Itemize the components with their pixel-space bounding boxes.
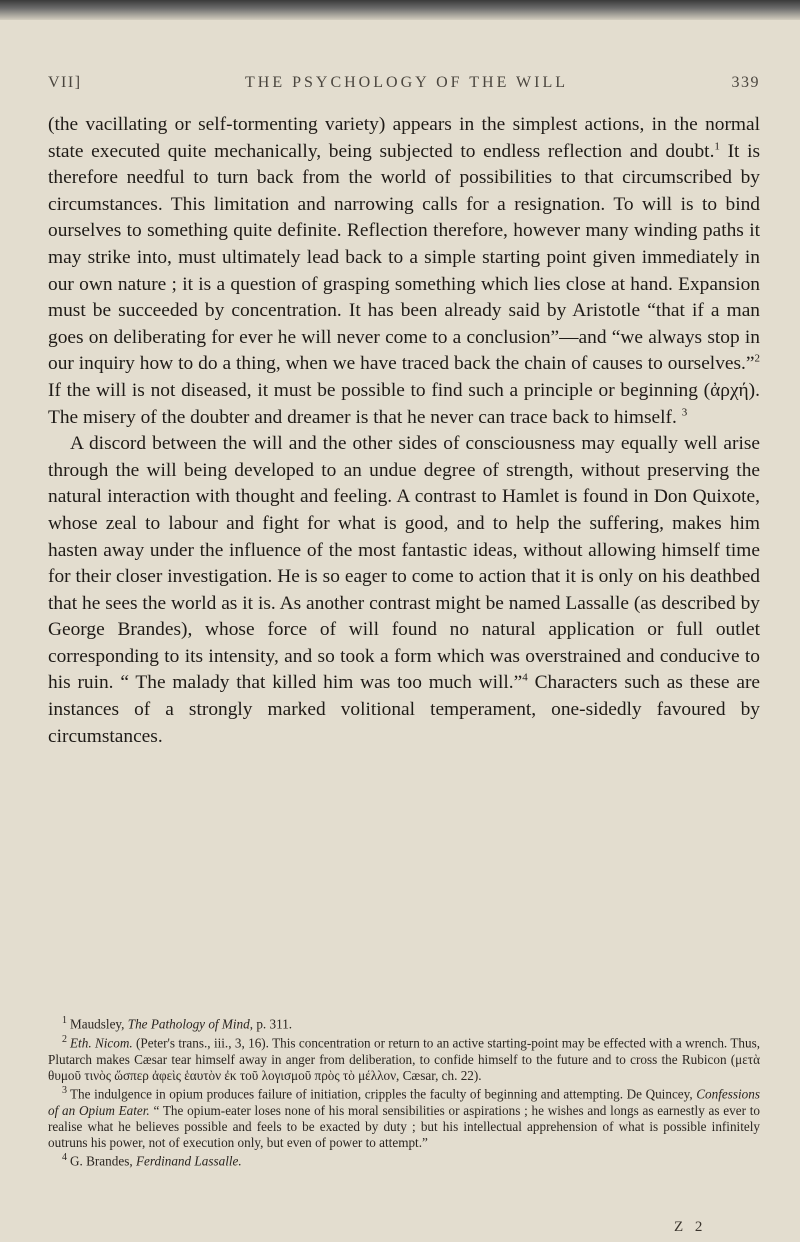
footnote-ref: 1: [714, 140, 720, 153]
paragraph-text: Characters such as these are instances of a strongly marked volitional temperament, one-sidedly favoured by circumstances.: [48, 672, 761, 747]
footnote-number: 2: [62, 1034, 67, 1046]
footnote-title: Confessions of an Opium Eater.: [48, 1086, 760, 1118]
footnote-text: The indulgence in opium produces failure of initiation, cripples the faculty of beginning and attempting. De Quincey,: [70, 1086, 697, 1102]
signature-mark: Z 2: [674, 1219, 707, 1235]
paragraph: [48, 431, 760, 750]
footnote: [48, 1150, 760, 1169]
paragraph-text: If the will is not diseased, it must be possible to find such a principle or beginning (ἀρχή). The misery of the doubter and dreamer is that he never can trace back to himself.: [48, 379, 760, 428]
running-title: THE PSYCHOLOGY OF THE WILL: [245, 74, 569, 91]
footnote-number: 3: [62, 1085, 67, 1097]
footnote-title: The Pathology of Mind: [127, 1016, 250, 1032]
footnote: [48, 1032, 760, 1083]
footnote-text: (Peter's trans., iii., 3, 16). This concentration or return to an active starting-point may be effected with a wrench. Thus, Plutarch makes Cæsar tear himself away in anger from deliberation, to confide himself to the future and to cross the Rubicon (μετὰ θυμοῦ τινὸς ὥσπερ ἀφεὶς ἑαυτὸν ἐκ τοῦ λογισμοῦ πρὸς τὸ μέλλον, Cæsar, ch. 22).: [48, 1035, 761, 1083]
running-header: [48, 74, 760, 92]
paragraph-text: (the vacillating or self-tormenting variety) appears in the simplest actions, in the normal state executed quite mechanically, being subjected to endless reflection and doubt.: [48, 114, 760, 162]
footnote-ref: 2: [754, 352, 760, 365]
paragraph: [48, 112, 760, 431]
footnote-number: 1: [62, 1015, 67, 1026]
footnote-title: Ferdinand Lassalle.: [135, 1153, 242, 1169]
footnote-text: , p. 311.: [249, 1016, 293, 1032]
page-number: 339: [731, 74, 760, 91]
footnote-text: “ The opium-eater loses none of his moral sensibilities or aspirations ; he wishes and longs as earnestly as ever to realise what he believes possible and feels to be exacted by duty ; but his intellectual apprehension of what is possible infinitely outruns his power, not of execution only, but even of power to attempt.”: [48, 1102, 760, 1150]
footnotes: [48, 1013, 760, 1170]
footnote: [48, 1083, 760, 1150]
footnote-title: Eth. Nicom.: [70, 1035, 133, 1051]
footnote-text: G. Brandes,: [70, 1153, 136, 1169]
footnote-ref: 4: [522, 672, 528, 684]
footnote-text: Maudsley,: [70, 1016, 128, 1032]
footnote-number: 4: [62, 1152, 67, 1164]
chapter-label: VII]: [48, 74, 82, 91]
page-top-edge: [0, 0, 800, 20]
paragraph-text: A discord between the will and the other sides of consciousness may equally well arise through the will being developed to an undue degree of strength, without preserving the natural interaction with thought and feeling. A contrast to Hamlet is found in Don Quixote, whose zeal to labour and fight for what is good, and to help the suffering, makes him hasten away under the influence of the most fantastic ideas, without allowing himself time for their closer investigation. He is so eager to come to action that it is only on his deathbed that he sees the world as it is. As another contrast might be named Lassalle (as described by George Brandes), whose force of will found no natural application or full outlet corresponding to its intensity, and so took a form which was overstrained and conducive to his ruin. “ The malady that killed him was too much will.”: [48, 433, 760, 694]
paragraph-text: It is therefore needful to turn back from the world of possibilities to that circumscribed by circumstances. This limitation and narrowing calls for a resignation. To will is to bind ourselves to something quite definite. Reflection therefore, however many winding paths it may strike into, must ultimately lead back to a simple starting point given immediately in our own nature ; it is a question of grasping something which lies close at hand. Expansion must be succeeded by concentration. It has been already said by Aristotle “that if a man goes on deliberating for ever he will never come to a conclusion”—and “we always stop in our inquiry how to do a thing, when we have traced back the chain of causes to ourselves.”: [48, 140, 760, 375]
main-text: [48, 112, 760, 750]
footnote-ref: 3: [681, 406, 688, 419]
footnote: [48, 1013, 760, 1032]
